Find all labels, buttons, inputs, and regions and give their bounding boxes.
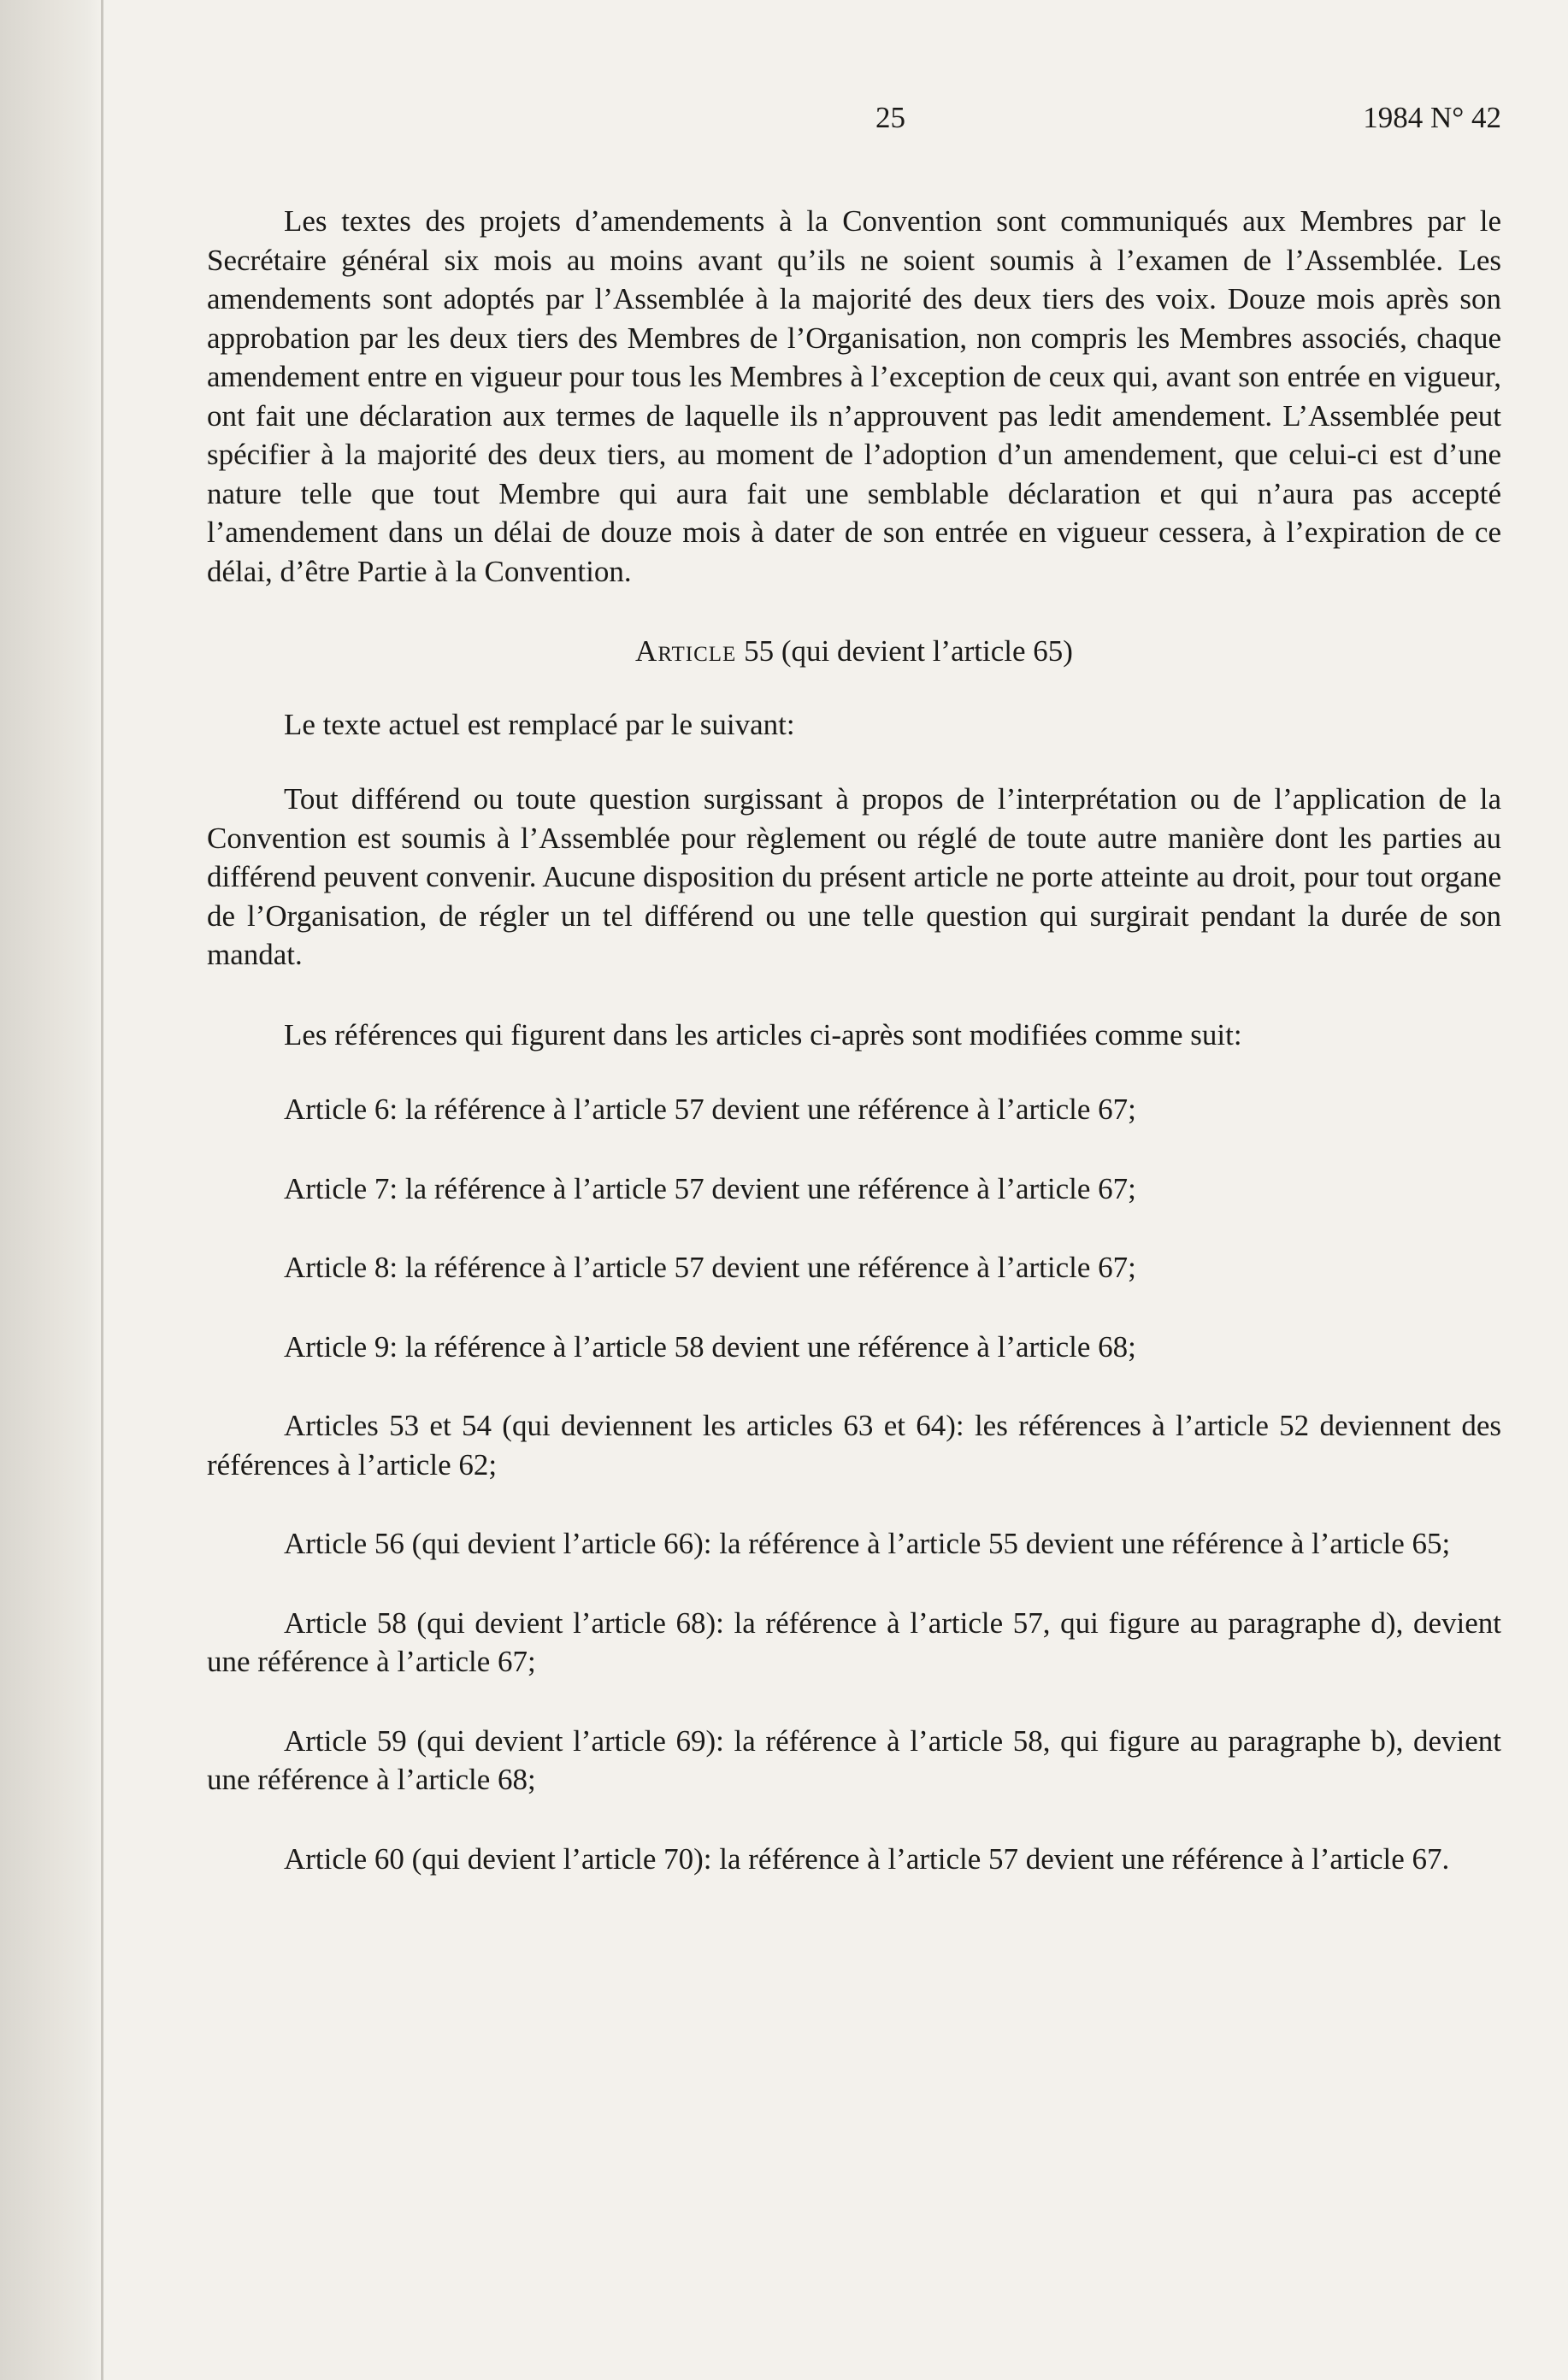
page-header — [0, 101, 1568, 152]
article-heading — [207, 632, 1501, 671]
replacement-intro: Le texte actuel est remplacé par le suivant: — [284, 707, 795, 741]
reference-item-article-9: Article 9: la référence à l’article 58 devient une référence à l’article 68; — [284, 1329, 1136, 1364]
amendments-paragraph: Les textes des projets d’amendements à la Convention sont communiqués aux Membres par le Secrétaire général six mois au moins avant qu’ils ne soient soumis à l’examen de l’Assemblée. Les amendements sont adoptés par l’Assemblée à la majorité des deux tiers des voix. Douze mois après son approbation par les deux tiers des Membres de l’Organisation, non compris les Membres associés, chaque amendement entre en vigueur pour tous les Membres à l’exception de ceux qui, avant son entrée en vigueur, ont fait une déclaration aux termes de laquelle ils n’approuvent pas ledit amendement. L’Assemblée peut spécifier à la majorité des deux tiers, au moment de l’adoption d’un amendement, que celui-ci est d’une nature telle que tout Membre qui aura fait une semblable déclaration et qui n’aura pas accepté l’amendement dans un délai de douze mois à dater de son entrée en vigueur cessera, à l’expiration de ce délai, d’être Partie à la Convention. — [207, 204, 1501, 588]
reference-item-article-58: Article 58 (qui devient l’article 68): la référence à l’article 57, qui figure au paragraphe d), devient une référence à l’article 67; — [207, 1605, 1501, 1678]
disputes-paragraph: Tout différend ou toute question surgissant à propos de l’interprétation ou de l’application de la Convention est soumis à l’Assemblée pour règlement ou réglé de toute autre manière dont les parties au différend peuvent convenir. Aucune disposition du présent article ne porte atteinte au droit, pour tout organe de l’Organisation, de régler un tel différend ou une telle question qui surgirait pendant la durée de son mandat. — [207, 782, 1501, 971]
article-heading-rest: 55 (qui devient l’article 65) — [736, 634, 1073, 668]
reference-item-article-56: Article 56 (qui devient l’article 66): la référence à l’article 55 devient une référence à l’article 65; — [284, 1527, 1451, 1560]
reference-item-article-6: Article 6: la référence à l’article 57 devient une référence à l’article 67; — [284, 1093, 1136, 1126]
page-edge — [101, 0, 103, 2380]
page-body — [207, 202, 1501, 1918]
reference-item-articles-53-54: Articles 53 et 54 (qui deviennent les articles 63 et 64): les références à l’article 52 deviennent des références à l’article 62; — [207, 1409, 1501, 1482]
reference-item-article-60: Article 60 (qui devient l’article 70): la référence à l’article 57 devient une référence à l’article 67. — [284, 1841, 1450, 1876]
references-intro: Les références qui figurent dans les articles ci-après sont modifiées comme suit: — [284, 1017, 1242, 1052]
adjacent-page-strip — [0, 0, 103, 2380]
reference-item-article-8: Article 8: la référence à l’article 57 devient une référence à l’article 67; — [284, 1251, 1136, 1284]
reference-item-article-59: Article 59 (qui devient l’article 69): la référence à l’article 58, qui figure au paragraphe b), devient une référence à l’article 68; — [207, 1723, 1501, 1796]
article-heading-word: Article — [635, 634, 737, 668]
page-number: 25 — [875, 101, 905, 134]
reference-item-article-7: Article 7: la référence à l’article 57 devient une référence à l’article 67; — [284, 1171, 1136, 1205]
document-reference: 1984 N° 42 — [1363, 101, 1501, 134]
